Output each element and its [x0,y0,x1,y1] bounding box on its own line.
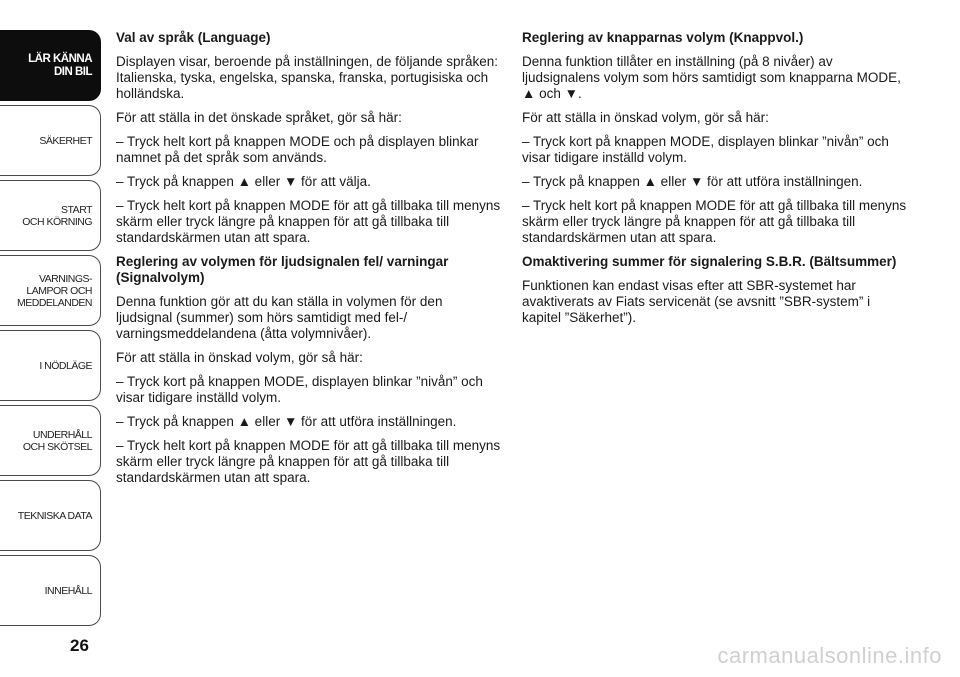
paragraph: – Tryck kort på knappen MODE, displayen blinkar ”nivån” och visar tidigare inställd volym. [116,374,483,405]
paragraph: – Tryck helt kort på knappen MODE för att gå tillbaka till menyns skärm eller tryck längre på knappen för att gå tillbaka till standardskärmen utan att spara. [522,198,907,245]
paragraph: Denna funktion gör att du kan ställa in volymen för den ljudsignal (summer) som hörs samtidigt med fel-/ varningsmeddelandena (åtta volymnivåer). [116,294,443,341]
tab-i-nodlage[interactable]: I NÖDLÄGE [0,330,101,401]
section-heading-language: Val av språk (Language) [116,30,271,45]
tab-varningslampor[interactable]: VARNINGS- LAMPOR OCH MEDDELANDEN [0,255,101,326]
tab-innehall[interactable]: INNEHÅLL [0,555,101,626]
tab-lar-kanna-din-bil[interactable]: LÄR KÄNNA DIN BIL [0,30,101,101]
tab-sakerhet[interactable]: SÄKERHET [0,105,101,176]
tab-underhall[interactable]: UNDERHÅLL OCH SKÖTSEL [0,405,101,476]
section-heading-signal-volume: Reglering av volymen för ljudsignalen fel/ varningar (Signalvolym) [116,254,449,285]
paragraph: För att ställa in önskad volym, gör så här: [522,110,769,125]
paragraph: – Tryck helt kort på knappen MODE för att gå tillbaka till menyns skärm eller tryck längre på knappen för att gå tillbaka till standardskärmen utan att spara. [116,438,501,485]
paragraph: – Tryck på knappen ▲ eller ▼ för att välja. [116,174,371,189]
paragraph: För att ställa in önskad volym, gör så här: [116,350,363,365]
paragraph: Denna funktion tillåter en inställning (på 8 nivåer) av ljudsignalens volym som hörs samtidigt som knapparna MODE, ▲ och ▼. [522,54,901,101]
watermark: carmanualsonline.info [717,643,942,668]
section-heading-belt-buzzer: Omaktivering summer för signalering S.B.R. (Bältsummer) [522,254,897,269]
paragraph: Displayen visar, beroende på inställningen, de följande språken: Italienska, tyska, engelska, spanska, franska, portugisiska och holländska. [116,54,499,101]
right-column [522,30,907,334]
paragraph: – Tryck kort på knappen MODE, displayen blinkar ”nivån” och visar tidigare inställd volym. [522,134,889,165]
paragraph: – Tryck på knappen ▲ eller ▼ för att utföra inställningen. [522,174,863,189]
paragraph: För att ställa in det önskade språket, gör så här: [116,110,402,125]
left-column [116,30,501,494]
tab-tekniska-data[interactable]: TEKNISKA DATA [0,480,101,551]
page-number: 26 [70,636,89,655]
tab-start-och-korning[interactable]: START OCH KÖRNING [0,180,101,251]
section-heading-button-volume: Reglering av knapparnas volym (Knappvol.) [522,30,804,45]
paragraph: – Tryck på knappen ▲ eller ▼ för att utföra inställningen. [116,414,457,429]
paragraph: – Tryck helt kort på knappen MODE och på displayen blinkar namnet på det språk som används. [116,134,479,165]
paragraph: – Tryck helt kort på knappen MODE för att gå tillbaka till menyns skärm eller tryck längre på knappen för att gå tillbaka till standardskärmen utan att spara. [116,198,501,245]
paragraph: Funktionen kan endast visas efter att SBR-systemet har avaktiverats av Fiats servicenät (se avsnitt ”SBR-system” i kapitel ”Säkerhet”). [522,278,871,325]
